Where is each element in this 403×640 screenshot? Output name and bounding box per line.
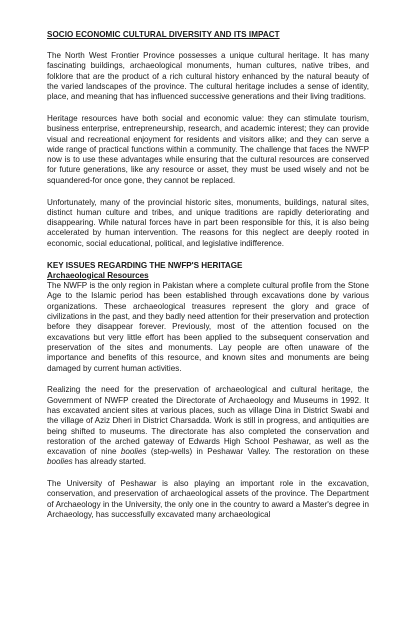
directorate-text-3: has already started.: [72, 457, 146, 467]
paragraph-university: The University of Peshawar is also playing an important role in the excavation, conservation, and preservation of archaeological assets of the province. The Department of Archaeology in the University, the only one in the country to award a Master's degree in Archaeology, has successfully excavated many archaeological: [47, 479, 369, 520]
paragraph-archaeology: The NWFP is the only region in Pakistan where a complete cultural profile from the Stone Age to the Islamic period has been established through excavations done by various organizations. These archaeological treasures represent the glory and grace of civilizations in the past, and they badly need attention for their preservation and protection before they disappear forever. Previously, most of the attention focused on the excavations but very little effort has been applied to the subsequent conservation and preservation of the sites and monuments. Lay people are often unaware of the importance and benefits of this resource, and known sites and monuments are being damaged by current human activities.: [47, 281, 369, 373]
paragraph-intro: The North West Frontier Province possesses a unique cultural heritage. It has many fascinating buildings, archaeological monuments, human cultures, native tribes, and folklore that are the product of a rich cultural history enhanced by the natural beauty of the varied landscapes of the province. The cultural heritage includes a sense of identity, place, and meaning that has influenced successive generations and their living traditions.: [47, 51, 369, 102]
page-title: SOCIO ECONOMIC CULTURAL DIVERSITY AND ITS IMPACT: [47, 30, 280, 39]
directorate-text-2: (step-wells) in Peshawar Valley. The restoration on these: [146, 447, 369, 457]
section-heading-key-issues: KEY ISSUES REGARDING THE NWFP'S HERITAGE: [47, 260, 243, 270]
boolies-term-2: boolies: [47, 457, 73, 467]
subsection-heading-archaeological: Archaeological Resources: [47, 270, 149, 280]
paragraph-deterioration: Unfortunately, many of the provincial historic sites, monuments, buildings, natural sites, distinct human culture and tribes, and unique traditions are rapidly deteriorating and disappearing. While natural forces have in part been responsible for this, it is also being accelerated by human intervention. The reasons for this neglect are deeply rooted in economic, social educational, political, and legislative indifference.: [47, 197, 369, 248]
paragraph-heritage-value: Heritage resources have both social and economic value: they can stimulate tourism, business enterprise, entrepreneurship, research, and academic interest; they can provide visual and recreational enjoyment for residents and visitors alike; and they can serve a wide range of practical functions within a community. The challenge that faces the NWFP now is to use these advantages while ensuring that the cultural resources are conserved for future generations, like any resource or asset, they must be used wisely and not be squandered-for once gone, they cannot be replaced.: [47, 113, 369, 185]
paragraph-directorate: [47, 385, 369, 467]
boolies-term-1: boolies: [120, 447, 147, 457]
directorate-text-1: Realizing the need for the preservation of archaeological and cultural heritage, the Government of NWFP created the Directorate of Archaeology and Museums in 1992. It has excavated ancient sites at various places, such as village Dina in District Swabi and the village of Aziz Dheri in District Charsadda. Work is still in progress, and antiquities are being shifted to museums. The directorate has also completed the conservation and restoration of the arched gateway of Edwards High School Peshawar, as well as the excavation of nine: [47, 385, 369, 457]
